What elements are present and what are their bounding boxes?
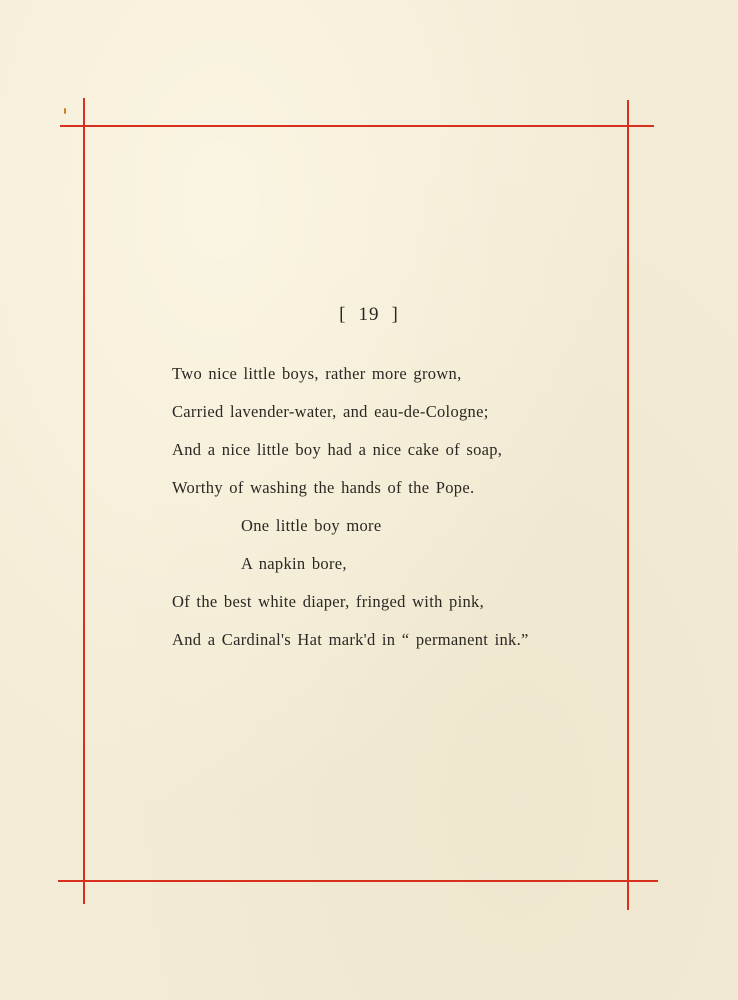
folio-bracket-close: ] <box>391 304 399 325</box>
border-rule-top <box>60 125 654 127</box>
poem-line: And a Cardinal's Hat mark'd in “ permanent ink.” <box>172 630 529 649</box>
folio-bracket-open: [ <box>339 304 347 325</box>
folio-number: 19 <box>358 304 380 325</box>
paper-speck <box>64 108 66 114</box>
poem-line: Two nice little boys, rather more grown, <box>172 364 462 383</box>
poem-line: Carried lavender-water, and eau-de-Cologne; <box>172 402 489 421</box>
border-rule-bottom <box>58 880 658 882</box>
border-rule-right <box>627 100 629 910</box>
poem-line: Of the best white diaper, fringed with pink, <box>172 592 485 611</box>
poem-line: Worthy of washing the hands of the Pope. <box>172 478 475 497</box>
page-number <box>0 304 738 326</box>
poem-line: A napkin bore, <box>241 554 347 573</box>
border-rule-left <box>83 98 85 904</box>
poem-line: One little boy more <box>241 516 382 535</box>
poem-text <box>172 360 612 664</box>
poem-line: And a nice little boy had a nice cake of soap, <box>172 440 503 459</box>
